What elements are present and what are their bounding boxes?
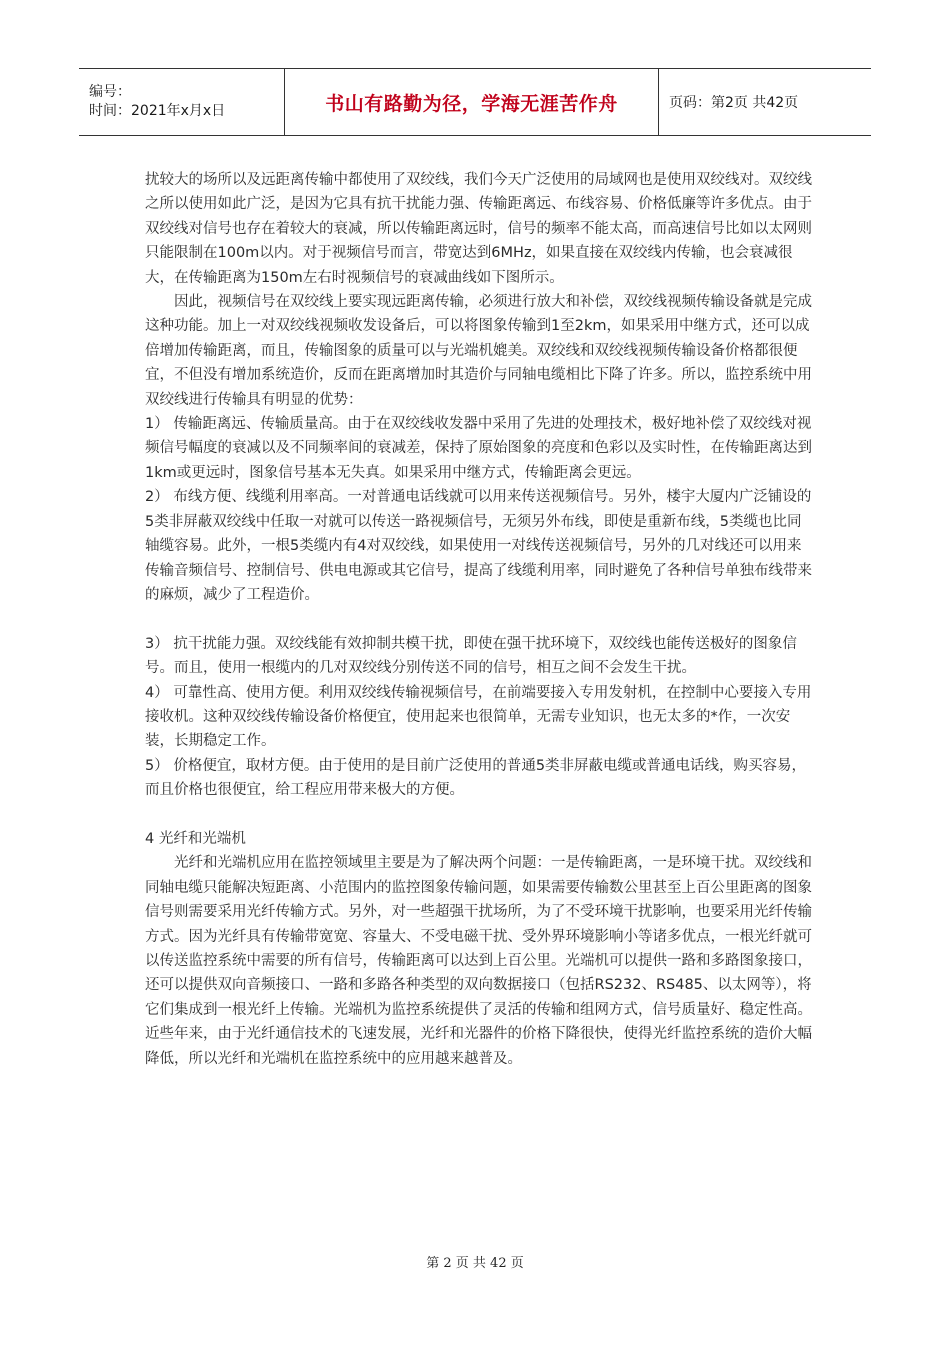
list-item: 1） 传输距离远、传输质量高。由于在双绞线收发器中采用了先进的处理技术，极好地补偿了双绞线对视频信号幅度的衰减以及不同频率间的衰减差，保持了原始图象的亮度和色彩以及实时性，在传输距离达到1km或更远时，图象信号基本无失真。如果采用中继方式，传输距离会更远。	[145, 416, 812, 481]
list-item: 5） 价格便宜，取材方便。由于使用的是目前广泛使用的普通5类非屏蔽电缆或普通电话线，购买容易，而且价格也很便宜，给工程应用带来极大的方便。	[145, 757, 807, 799]
header-page-info: 页码：第2页 共42页	[669, 95, 799, 111]
section-title: 4 光纤和光端机	[145, 830, 246, 847]
list-item: 3） 抗干扰能力强。双绞线能有效抑制共模干扰，即使在强干扰环境下，双绞线也能传送极好的图象信号。而且，使用一根缆内的几对双绞线分别传送不同的信号，相互之间不会发生干扰。	[145, 635, 797, 677]
paragraph: 光纤和光端机应用在监控领域里主要是为了解决两个问题：一是传输距离，一是环境干扰。双绞线和同轴电缆只能解决短距离、小范围内的监控图象传输问题，如果需要传输数公里甚至上百公里距离的图象信号则需要采用光纤传输方式。另外，对一些超强干扰场所，为了不受环境干扰影响，也要采用光纤传输方式。因为光纤具有传输带宽宽、容量大、不受电磁干扰、受外界环境影响小等诸多优点，一根光纤就可以传送监控系统中需要的所有信号，传输距离可以达到上百公里。光端机可以提供一路和多路图象接口，还可以提供双向音频接口、一路和多路各种类型的双向数据接口（包括RS232、RS485、以太网等），将它们集成到一根光纤上传输。光端机为监控系统提供了灵活的传输和组网方式，信号质量好、稳定性高。近些年来，由于光纤通信技术的飞速发展，光纤和光器件的价格下降很快，使得光纤监控系统的造价大幅降低，所以光纤和光端机在监控系统中的应用越来越普及。	[145, 855, 812, 1067]
paragraph: 扰较大的场所以及远距离传输中都使用了双绞线，我们今天广泛使用的局域网也是使用双绞线对。双绞线之所以使用如此广泛，是因为它具有抗干扰能力强、传输距离远、布线容易、价格低廉等许多优点。由于双绞线对信号也存在着较大的衰减，所以传输距离远时，信号的频率不能太高，而高速信号比如以太网则只能限制在100m以内。对于视频信号而言，带宽达到6MHz，如果直接在双绞线内传输，也会衰减很大，在传输距离为150m左右时视频信号的衰减曲线如下图所示。	[145, 172, 812, 286]
document-time-label: 时间：2021年x月x日	[89, 103, 226, 119]
list-item: 2） 布线方便、线缆利用率高。一对普通电话线就可以用来传送视频信号。另外，楼宇大厦内广泛铺设的5类非屏蔽双绞线中任取一对就可以传送一路视频信号，无须另外布线，即使是重新布线，5类缆也比同轴缆容易。此外，一根5类缆内有4对双绞线，如果使用一对线传送视频信号，另外的几对线还可以用来传输音频信号、控制信号、供电电源或其它信号，提高了线缆利用率，同时避免了各种信号单独布线带来的麻烦，减少了工程造价。	[145, 489, 812, 603]
header-motto: 书山有路勤为径，学海无涯苦作舟	[284, 69, 659, 135]
spacer	[145, 803, 815, 827]
paragraph: 因此，视频信号在双绞线上要实现远距离传输，必须进行放大和补偿，双绞线视频传输设备就是完成这种功能。加上一对双绞线视频收发设备后，可以将图象传输到1至2km，如果采用中继方式，还可以成倍增加传输距离，而且，传输图象的质量可以与光端机媲美。双绞线和双绞线视频传输设备价格都很便宜，不但没有增加系统造价，反而在距离增加时其造价与同轴电缆相比下降了许多。所以，监控系统中用双绞线进行传输具有明显的优势：	[145, 294, 812, 408]
spacer	[145, 607, 815, 631]
document-number-label: 编号：	[89, 84, 131, 100]
document-body	[145, 168, 815, 1071]
header-meta	[79, 69, 284, 135]
page-footer: 第 2 页 共 42 页	[426, 1256, 524, 1271]
list-item: 4） 可靠性高、使用方便。利用双绞线传输视频信号，在前端要接入专用发射机，在控制中心要接入专用接收机。这种双绞线传输设备价格便宜，使用起来也很简单，无需专业知识，也无太多的*作，一次安装，长期稳定工作。	[145, 684, 812, 750]
page-header	[79, 68, 871, 136]
